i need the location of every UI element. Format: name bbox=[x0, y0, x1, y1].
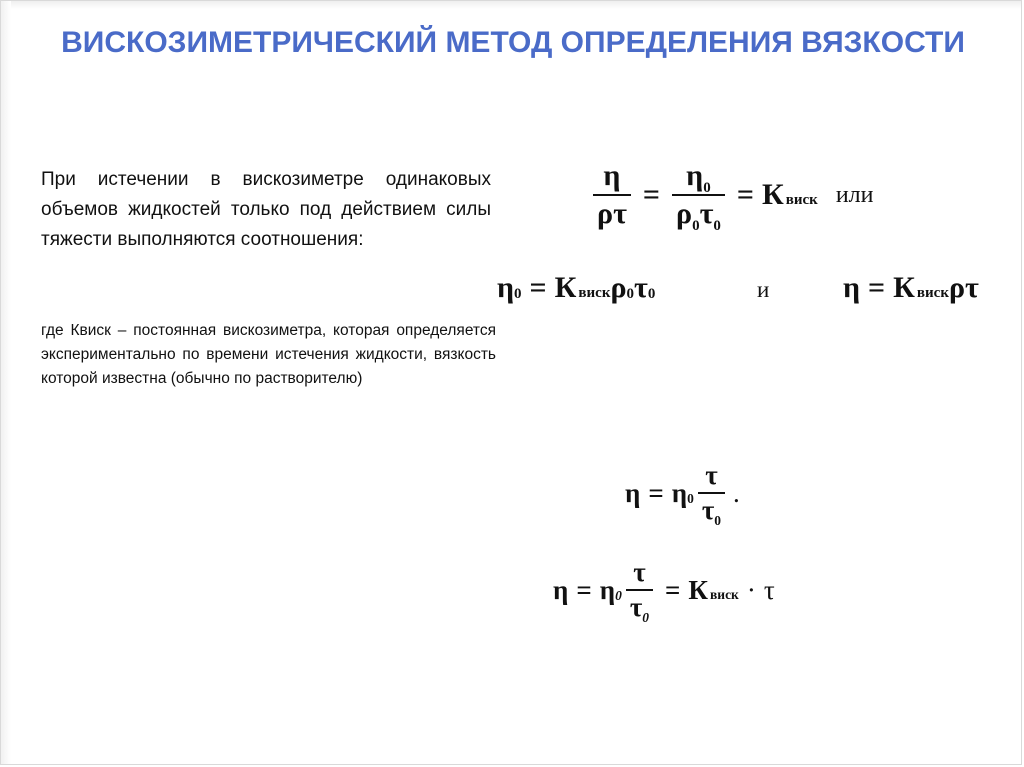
equation-ratio: $\frac{\eta}{\rho\tau}$ = $\frac{\eta_0}{\rho_0\tau_0}$ = К виск или bbox=[589, 161, 873, 229]
fraction-tau-over-tau0: $\frac{\tau}{\tau_0}$ bbox=[698, 462, 725, 524]
equation-eta0: η 0 = К виск ρ 0 τ 0 bbox=[497, 271, 656, 304]
equation-viscosity-constant: η = η 0 $\frac{\tau}{\tau_0}$ = К виск · τ bbox=[553, 557, 775, 626]
slide-left-shadow bbox=[1, 1, 11, 764]
slide-top-shadow bbox=[1, 1, 1021, 9]
equation-relative-time: η = η 0 $\frac{\tau}{\tau_0}$ . bbox=[625, 460, 740, 529]
constant-note: где Квиск – постоянная вискозиметра, которая определяется экспериментально по времени истечения жидкости, вязкость которой известна (обычно по растворителю) bbox=[41, 322, 496, 387]
intro-paragraph: При истечении в вискозиметре одинаковых объемов жидкостей только под действием силы тяжести выполняются соотношения: bbox=[41, 169, 491, 250]
slide-title: ВИСКОЗИМЕТРИЧЕСКИЙ МЕТОД ОПРЕДЕЛЕНИЯ ВЯЗКОСТИ bbox=[61, 26, 965, 59]
fraction-eta0-over-rho0-tau0: $\frac{\eta_0}{\rho_0\tau_0}$ bbox=[672, 161, 725, 229]
word-or: или bbox=[835, 181, 874, 208]
equation-eta: η = К виск ρ τ bbox=[843, 271, 979, 304]
fraction-tau-over-tau0-italic: $\frac{\tau}{\tau_0}$ bbox=[626, 559, 653, 621]
word-and: и bbox=[757, 277, 770, 302]
fraction-eta-over-rho-tau: $\frac{\eta}{\rho\tau}$ bbox=[593, 161, 631, 229]
